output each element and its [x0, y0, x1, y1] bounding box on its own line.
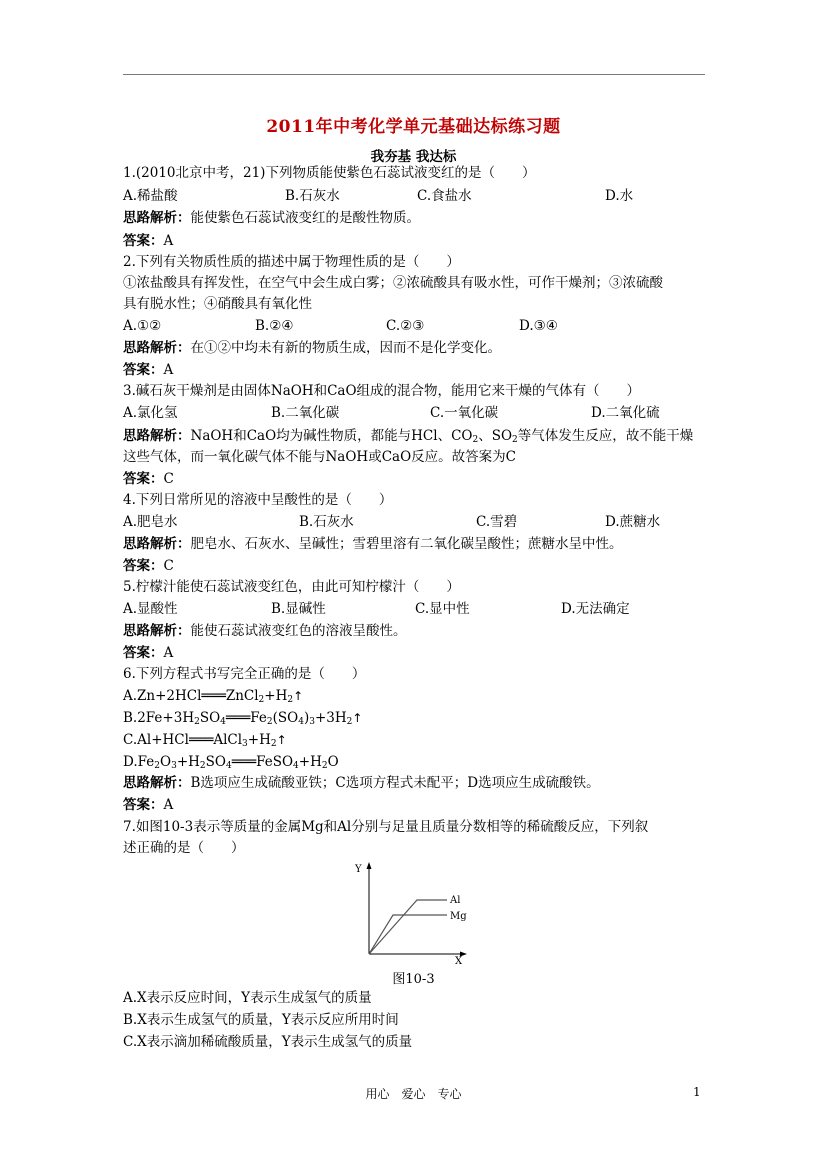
page-title: 2011年中考化学单元基础达标练习题 [266, 117, 561, 137]
section-subtitle: 我夯基 我达标 [370, 149, 457, 165]
q5-option-b: B.显碱性 [271, 601, 326, 617]
q2-stem-line2: ①浓盐酸具有挥发性，在空气中会生成白雾；②浓硫酸具有吸水性，可作干燥剂；③浓硫酸 [123, 275, 663, 291]
q1-option-b: B.石灰水 [285, 188, 340, 204]
q4-option-d: D.蔗糖水 [605, 514, 661, 530]
figure-10-3 [345, 858, 475, 968]
q2-options [123, 316, 705, 337]
y-axis-arrow [367, 862, 372, 869]
q6-answer: 答案：A [123, 797, 174, 813]
q5-option-a: A.显酸性 [123, 601, 178, 617]
q7-stem: 7.如图10-3表示等质量的金属Mg和Al分别与足量且质量分数相等的稀硫酸反应，下列叙 [123, 819, 649, 835]
x-axis-label: X [455, 956, 463, 967]
q6-analysis: 思路解析：B选项应生成硫酸亚铁；C选项方程式未配平；D选项应生成硫酸铁。 [123, 775, 600, 791]
q1-option-d: D.水 [605, 188, 634, 204]
q4-stem: 4.下列日常所见的溶液中呈酸性的是（ ） [123, 492, 393, 508]
q4-option-a: A.肥皂水 [123, 514, 178, 530]
q3-analysis: 思路解析：NaOH和CaO均为碱性物质，都能与HCl、$CO_2$、$SO_2$等气体发生反应，故不能干燥 [123, 428, 694, 445]
q5-stem: 5.柠檬汁能使石蕊试液变红色，由此可知柠檬汁（ ） [123, 579, 460, 595]
q6-option-c: $C.Al+HCl═══AlCl_3+H_2↑$ [123, 732, 287, 749]
q6-stem: 6.下列方程式书写完全正确的是（ ） [123, 666, 366, 682]
q5-answer: 答案：A [123, 645, 174, 661]
q2-stem-line3: 具有脱水性；④硝酸具有氧化性 [123, 296, 312, 312]
q7-option-c: C.X表示滴加稀硫酸质量，Y表示生成氢气的质量 [123, 1034, 413, 1050]
q3-option-a: A.氯化氢 [123, 405, 178, 421]
q4-option-c: C.雪碧 [476, 514, 518, 530]
q1-stem: 1.(2010北京中考，21)下列物质能使紫色石蕊试液变红的是（ ） [123, 165, 536, 181]
q4-options [123, 512, 705, 533]
up-arrow-icon: ↑ [276, 733, 287, 747]
figure-caption: 图10-3 [392, 972, 435, 987]
y-axis-label: Y [355, 864, 362, 875]
page-number: 1 [693, 1085, 701, 1099]
q5-options [123, 599, 705, 620]
q6-option-a: $A.Zn+2HCl═══ZnCl_2+H_2↑$ [123, 688, 304, 705]
q4-option-b: B.石灰水 [299, 514, 354, 530]
q2-option-d: D.③④ [519, 318, 558, 334]
series-mg-line [369, 915, 447, 954]
q3-answer: 答案：C [123, 471, 174, 487]
q7-option-b: B.X表示生成氢气的质量，Y表示反应所用时间 [123, 1012, 399, 1028]
series-mg-label: Mg [450, 911, 467, 922]
page-footer: 用心 爱心 专心 [365, 1087, 462, 1101]
up-arrow-icon: ↑ [352, 711, 363, 725]
q7-option-a: A.X表示反应时间，Y表示生成氢气的质量 [123, 990, 372, 1006]
q6-option-d: $D.Fe_2O_3+H_2SO_4═══FeSO_4+H_2O$ [123, 754, 339, 771]
q3-stem: 3.碱石灰干燥剂是由固体NaOH和CaO组成的混合物，能用它来干燥的气体有（ ） [123, 383, 641, 399]
q1-option-c: C.食盐水 [417, 188, 472, 204]
q2-option-a: A.①② [123, 318, 162, 334]
q1-options [123, 186, 705, 207]
q7-stem-line2: 述正确的是（ ） [123, 840, 245, 856]
q4-answer: 答案：C [123, 558, 174, 574]
q2-option-c: C.②③ [386, 318, 425, 334]
series-al-line [369, 900, 447, 954]
q1-option-a: A.稀盐酸 [123, 188, 178, 204]
q1-answer: 答案：A [123, 233, 174, 249]
q1-analysis: 思路解析：能使紫色石蕊试液变红的是酸性物质。 [123, 210, 420, 226]
q2-answer: 答案：A [123, 362, 174, 378]
series-al-label: Al [450, 895, 461, 906]
q4-analysis: 思路解析：肥皂水、石灰水、呈碱性；雪碧里溶有二氧化碳呈酸性；蔗糖水呈中性。 [123, 536, 623, 552]
q6-option-b: $B.2Fe+3H_2SO_4═══Fe_2(SO_4)_3+3H_2↑$ [123, 710, 363, 727]
up-arrow-icon: ↑ [293, 689, 304, 703]
q2-option-b: B.②④ [255, 318, 294, 334]
q5-option-d: D.无法确定 [561, 601, 630, 617]
q3-option-c: C.一氧化碳 [430, 405, 499, 421]
q3-analysis-line2: 这些气体，而一氧化碳气体不能与NaOH或CaO反应。故答案为C [123, 449, 516, 465]
header-rule [123, 74, 705, 75]
q3-options [123, 403, 705, 424]
q5-option-c: C.显中性 [415, 601, 470, 617]
q3-option-d: D.二氧化硫 [591, 405, 660, 421]
q2-analysis: 思路解析：在①②中均未有新的物质生成，因而不是化学变化。 [123, 340, 501, 356]
q2-stem: 2.下列有关物质性质的描述中属于物理性质的是（ ） [123, 254, 460, 270]
q5-analysis: 思路解析：能使石蕊试液变红色的溶液呈酸性。 [123, 623, 407, 639]
q3-option-b: B.二氧化碳 [271, 405, 340, 421]
